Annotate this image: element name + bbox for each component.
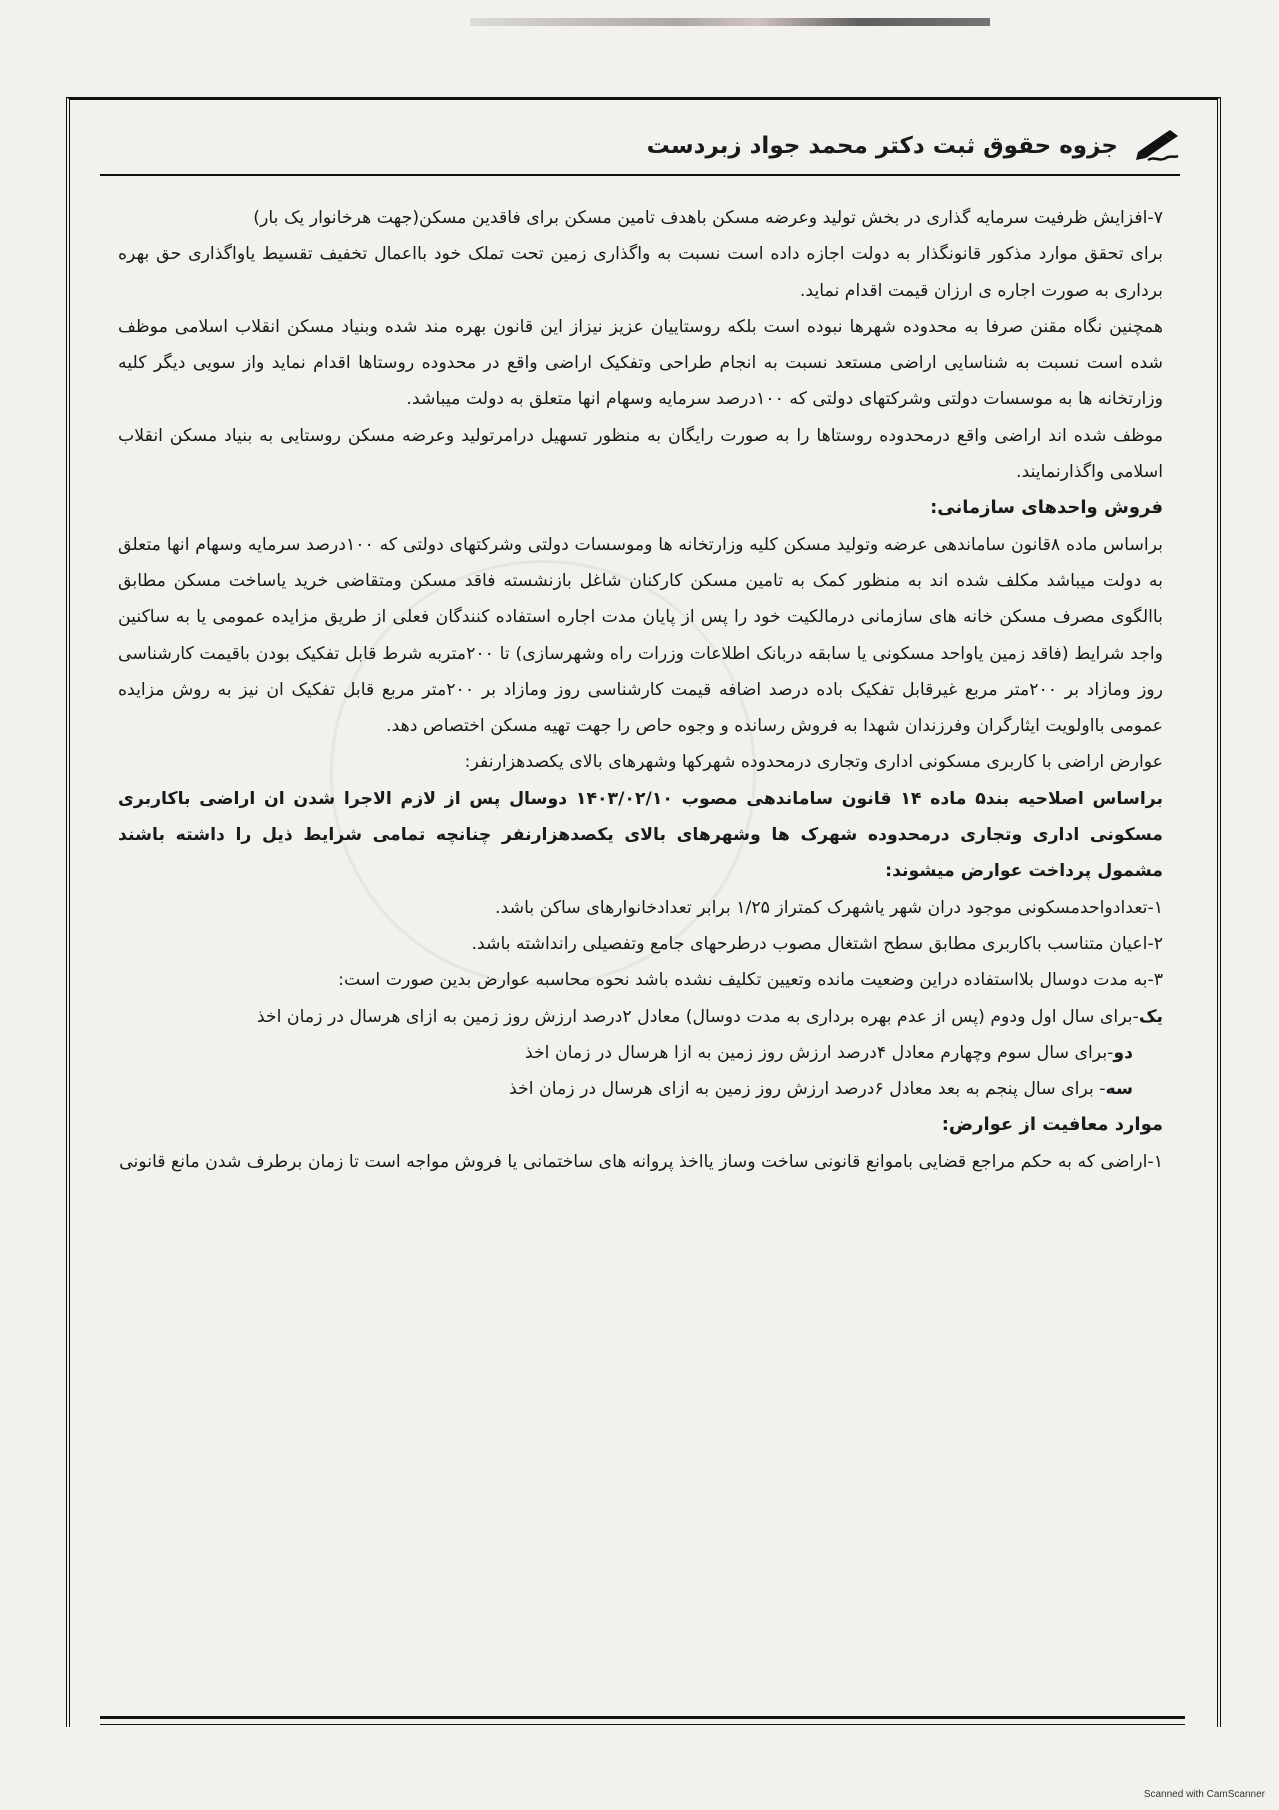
list-item: ۱-تعدادواحدمسکونی موجود دران شهر یاشهرک کمتراز ۱/۲۵ برابر تعدادخانوارهای ساکن باشد.	[495, 897, 1163, 918]
pen-icon	[1134, 128, 1180, 164]
paragraph: برای تحقق موارد مذکور قانونگذار به دولت اجازه داده است نسبت به واگذاری زمین تحت تملک خود بااعمال تخفیف تقسیط یاواگذاری حق بهره برداری به صورت اجاره ی ارزان قیمت اقدام نماید.	[118, 244, 1163, 301]
rate-item-lead: یک	[1138, 1006, 1163, 1027]
rate-item	[118, 999, 1163, 1035]
rate-item-text: -برای سال اول ودوم (پس از عدم بهره برداری به مدت دوسال) معادل ۲درصد ارزش روز زمین به ازای هرسال در زمان اخذ	[256, 1006, 1139, 1027]
rate-item	[118, 1071, 1163, 1107]
rate-item-lead: سه	[1105, 1079, 1133, 1100]
rate-item-text: -برای سال سوم وچهارم معادل ۴درصد ارزش روز زمین به ازا هرسال در زمان اخذ	[524, 1042, 1114, 1063]
list-item: ۳-به مدت دوسال بلااستفاده دراین وضعیت مانده وتعیین تکلیف نشده باشد نحوه محاسبه عوارض بدین صورت است:	[338, 970, 1163, 991]
page-header	[100, 118, 1180, 176]
footer-rule	[100, 1716, 1185, 1719]
paragraph: براساس ماده ۸قانون ساماندهی عرضه وتولید مسکن کلیه وزارتخانه ها وموسسات دولتی وشرکتهای دولتی که ۱۰۰درصد سرمایه وسهام انها متعلق به دولت میباشد مکلف شده اند به منظور کمک به تامین مسکن کارکنان شاغل بازنشسته فاقد مسکن ومتقاضی خرید یاساخت مسکن مطابق باالگوی مصرف مسکن خانه های سازمانی درمالکیت خود را پس از پایان مدت اجاره استفاده کنندگان فعلی از طریق مزایده عمومی یا به ساکنین واجد شرایط (فاقد زمین یاواحد مسکونی یا سابقه دربانک اطلاعات وزرات راه وشهرسازی) تا ۲۰۰متربه شرط قابل تفکیک بودن باقیمت کارشناسی روز ومازاد بر ۲۰۰متر مربع غیرقابل تفکیک باده درصد اضافه قیمت کارشناسی روز ومازاد بر ۲۰۰متر مربع قابل تفکیک ان نیز به روش مزایده عمومی بااولویت ایثارگران وفرزندان شهدا به فروش رسانده و وجوه حاص را جهت تهیه مسکن اختصاص دهد.	[118, 534, 1163, 737]
scanner-watermark: Scanned with CamScanner	[1143, 1789, 1265, 1800]
list-item: ۱-اراضی که به حکم مراجع قضایی باموانع قانونی ساخت وساز یااخذ پروانه های ساختمانی یا فروش مواجه است تا زمان برطرف شدن مانع قانونی	[119, 1151, 1163, 1172]
paragraph: ۷-افزایش ظرفیت سرمایه گذاری در بخش تولید وعرضه مسکن باهدف تامین مسکن برای فاقدین مسکن(جهت هرخانوار یک بار)	[253, 208, 1163, 228]
rate-item	[118, 1035, 1163, 1071]
rate-item-text: - برای سال پنجم به بعد معادل ۶درصد ارزش روز زمین به ازای هرسال در زمان اخذ	[508, 1079, 1106, 1100]
section-heading: فروش واحدهای سازمانی:	[930, 497, 1163, 519]
scan-edge-artifact	[470, 18, 990, 26]
page-title: جزوه حقوق ثبت دکتر محمد جواد زبردست	[646, 133, 1118, 159]
rate-item-lead: دو	[1113, 1042, 1133, 1063]
paragraph: موظف شده اند اراضی واقع درمحدوده روستاها را به صورت رایگان به منظور تسهیل درامرتولید وعرضه مسکن روستایی به بنیاد مسکن انقلاب اسلامی واگذارنمایند.	[118, 425, 1163, 483]
paragraph: عوارض اراضی با کاربری مسکونی اداری وتجاری درمحدوده شهرکها وشهرهای بالای یکصدهزارنفر:	[464, 752, 1163, 773]
list-item: ۲-اعیان متناسب باکاربری مطابق سطح اشتغال مصوب درطرحهای جامع وتفصیلی رانداشته باشد.	[471, 933, 1163, 954]
paragraph: همچنین نگاه مقنن صرفا به محدوده شهرها نبوده است بلکه روستاییان عزیز نیزاز این قانون بهره مند شده وبنیاد مسکن انقلاب اسلامی موظف شده است نسبت به شناسایی اراضی مستعد نسبت به انجام طراحی وتفکیک اراضی واقع در محدوده روستاها اقدام نماید واز سویی دیگر کلیه وزارتخانه ها به موسسات دولتی وشرکتهای دولتی که ۱۰۰درصد سرمایه وسهام انها متعلق به دولت میباشد.	[118, 316, 1163, 410]
section-heading: موارد معافیت از عوارض:	[941, 1114, 1163, 1136]
document-body	[118, 200, 1163, 1180]
paragraph-bold: براساس اصلاحیه بند۵ ماده ۱۴ قانون ساماندهی مصوب ۱۴۰۳/۰۲/۱۰ دوسال پس از لازم الاجرا شدن ان اراضی باکاربری مسکونی اداری وتجاری درمحدوده شهرک ها وشهرهای بالای یکصدهزارنفر چنانچه تمامی شرایط ذیل را داشته باشند مشمول پرداخت عوارض میشوند:	[118, 788, 1163, 882]
footer-rule	[100, 1724, 1185, 1725]
